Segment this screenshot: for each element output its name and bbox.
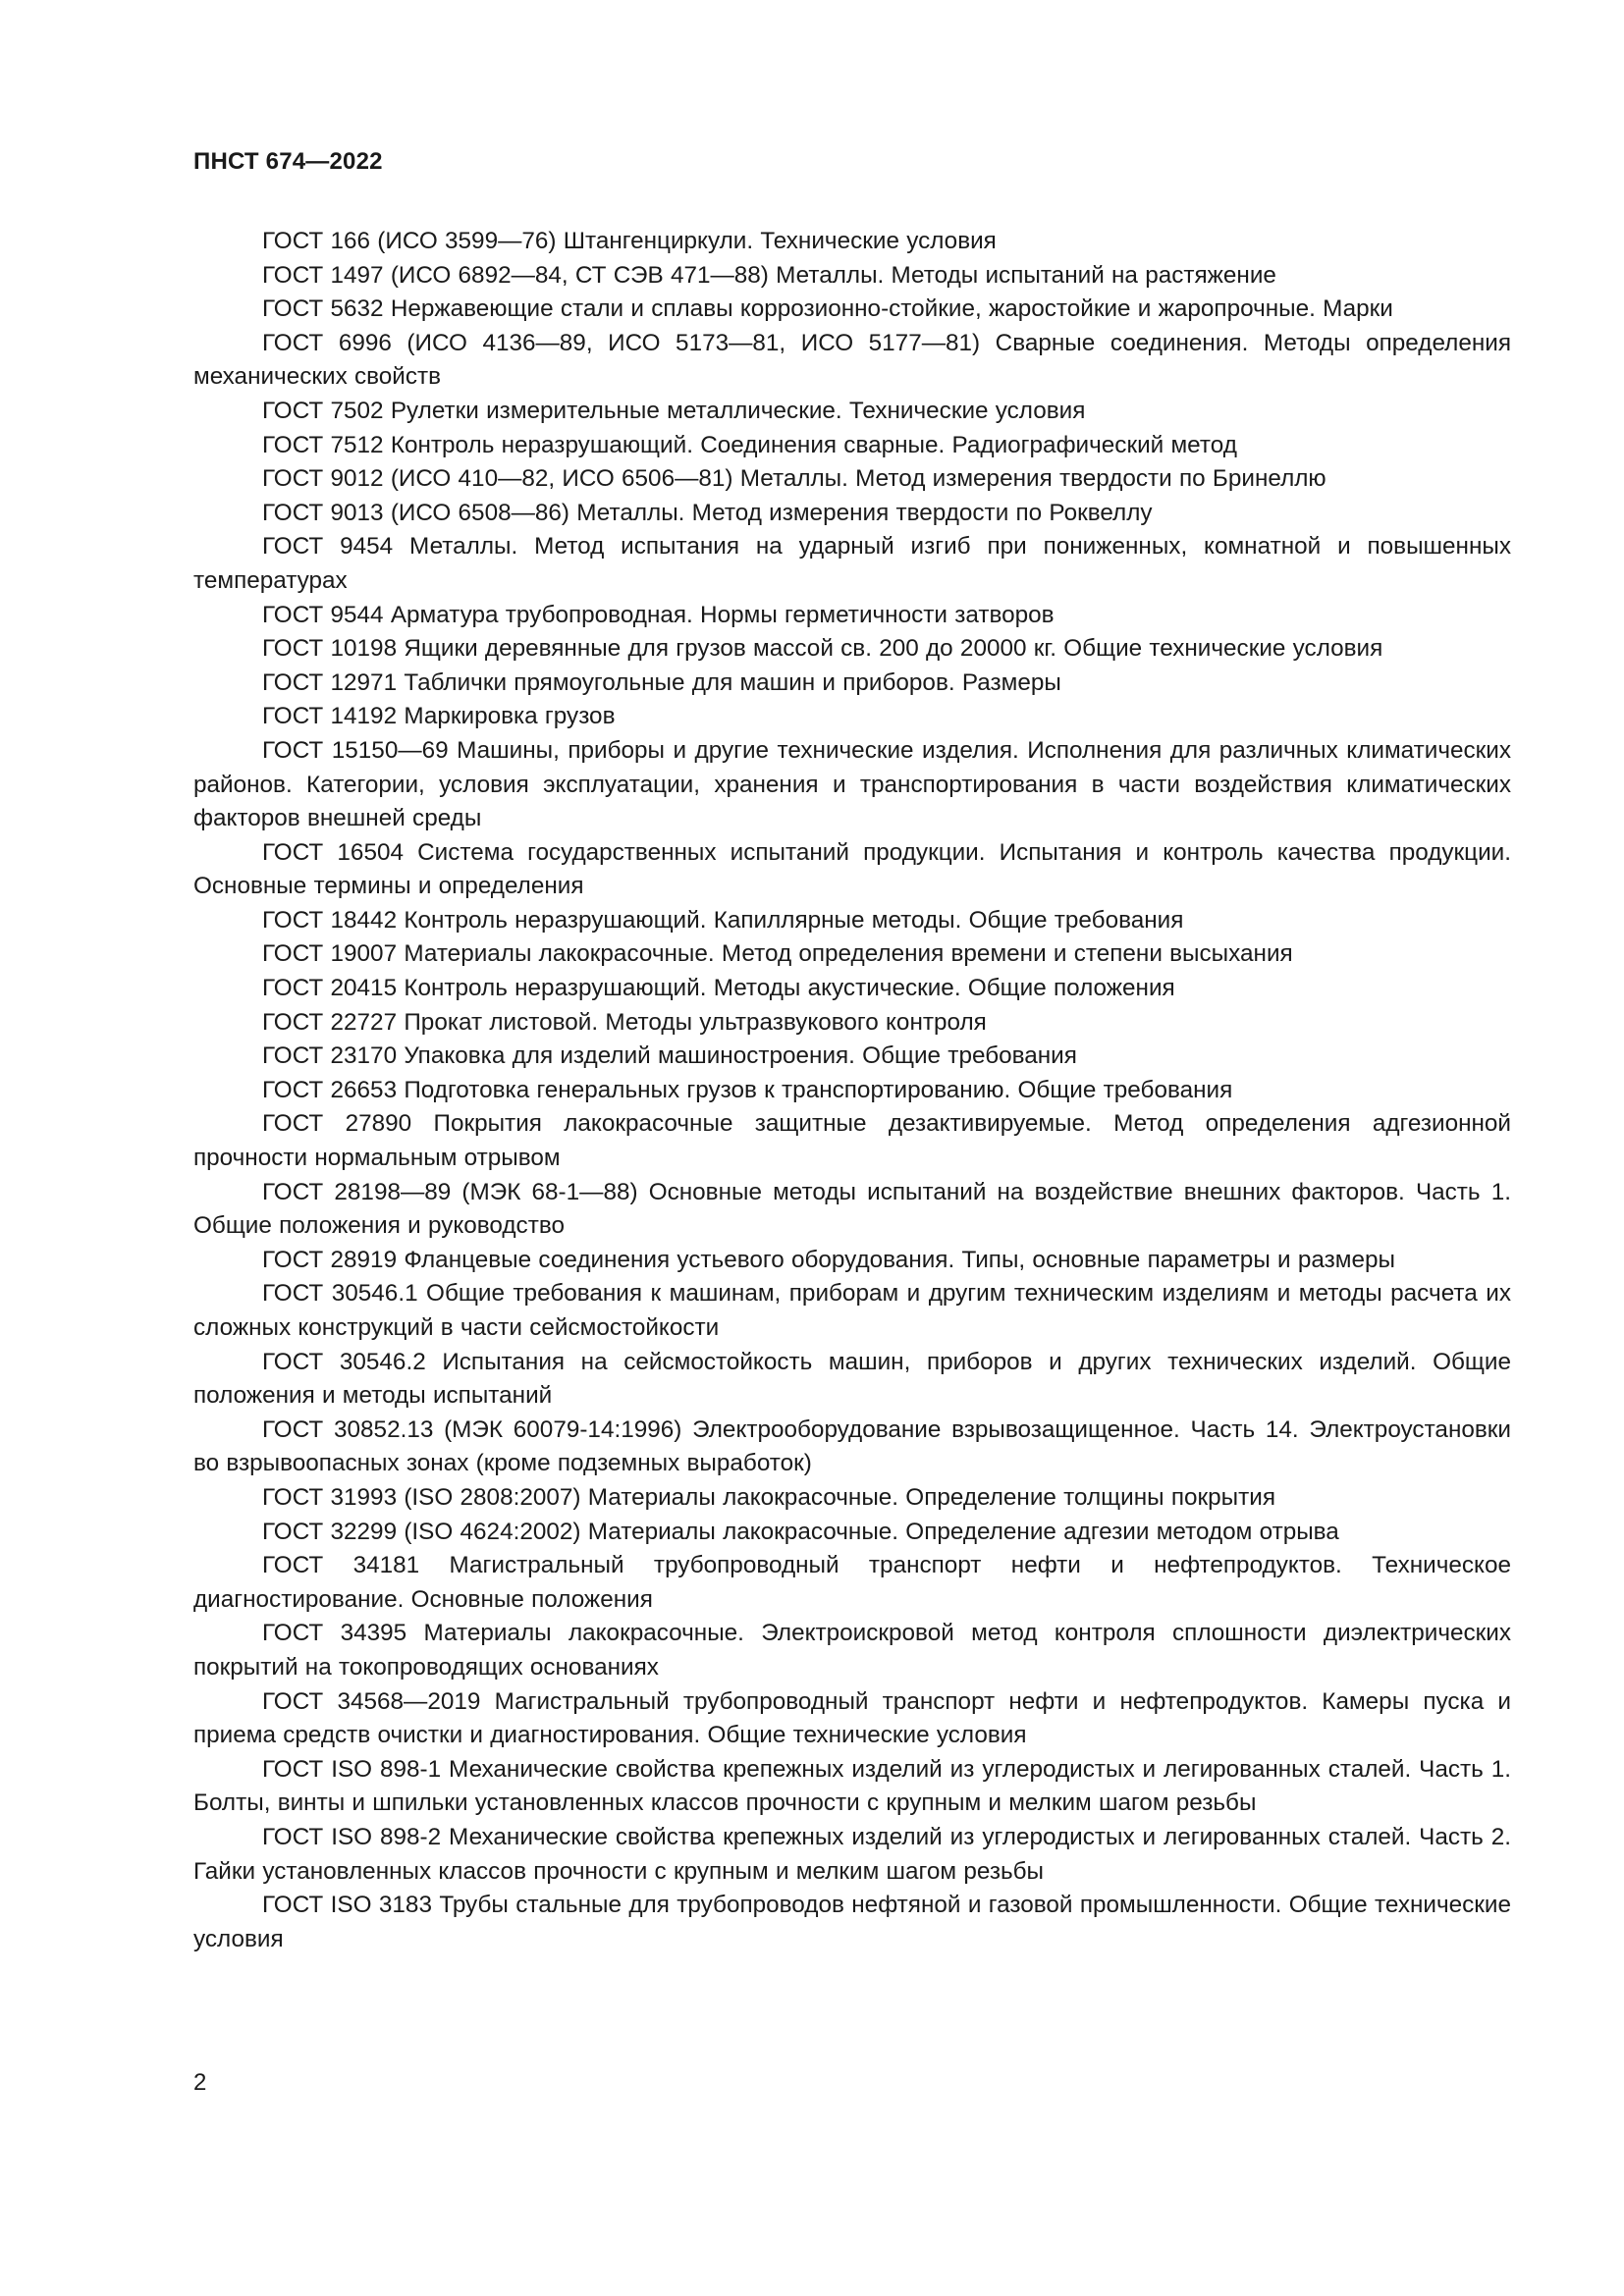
reference-item: ГОСТ 27890 Покрытия лакокрасочные защитные дезактивируемые. Метод определения адгезионной прочности нормальным отрывом	[193, 1110, 1511, 1172]
reference-item: ГОСТ 26653 Подготовка генеральных грузов к транспортированию. Общие требования	[262, 1076, 1233, 1103]
reference-item: ГОСТ 9544 Арматура трубопроводная. Нормы герметичности затворов	[262, 601, 1055, 628]
reference-item: ГОСТ 30852.13 (МЭК 60079-14:1996) Электрооборудование взрывозащищенное. Часть 14. Электроустановки во взрывоопасных зонах (кроме подземных выработок)	[193, 1415, 1511, 1477]
reference-item: ГОСТ 7512 Контроль неразрушающий. Соединения сварные. Радиографический метод	[262, 431, 1237, 458]
reference-item: ГОСТ 10198 Ящики деревянные для грузов массой св. 200 до 20000 кг. Общие технические условия	[262, 635, 1383, 663]
reference-item: ГОСТ 9012 (ИСО 410—82, ИСО 6506—81) Металлы. Метод измерения твердости по Бринеллю	[262, 465, 1326, 493]
reference-item: ГОСТ 28919 Фланцевые соединения устьевого оборудования. Типы, основные параметры и размеры	[262, 1246, 1395, 1273]
reference-item: ГОСТ 16504 Система государственных испытаний продукции. Испытания и контроль качества продукции. Основные термины и определения	[193, 838, 1511, 900]
reference-item: ГОСТ 5632 Нержавеющие стали и сплавы коррозионно-стойкие, жаростойкие и жаропрочные. Марки	[262, 295, 1393, 323]
reference-item: ГОСТ ISO 898-1 Механические свойства крепежных изделий из углеродистых и легированных сталей. Часть 1. Болты, винты и шпильки установленных классов прочности с крупным и мелким шагом резьбы	[193, 1755, 1511, 1817]
normative-references-list	[193, 225, 1511, 1956]
document-code: ПНСТ 674—2022	[193, 148, 383, 175]
reference-item: ГОСТ 31993 (ISO 2808:2007) Материалы лакокрасочные. Определение толщины покрытия	[262, 1483, 1276, 1511]
reference-item: ГОСТ 12971 Таблички прямоугольные для машин и приборов. Размеры	[262, 668, 1061, 696]
reference-item: ГОСТ 9454 Металлы. Метод испытания на ударный изгиб при пониженных, комнатной и повышенных температурах	[193, 533, 1511, 594]
reference-item: ГОСТ 9013 (ИСО 6508—86) Металлы. Метод измерения твердости по Роквеллу	[262, 499, 1153, 526]
reference-item: ГОСТ ISO 898-2 Механические свойства крепежных изделий из углеродистых и легированных сталей. Часть 2. Гайки установленных классов прочности с крупным и мелким шагом резьбы	[193, 1823, 1511, 1885]
reference-item: ГОСТ 23170 Упаковка для изделий машиностроения. Общие требования	[262, 1042, 1077, 1070]
page-number: 2	[193, 2069, 207, 2096]
reference-item: ГОСТ 34568—2019 Магистральный трубопроводный транспорт нефти и нефтепродуктов. Камеры пуска и приема средств очистки и диагностирования. Общие технические условия	[193, 1687, 1511, 1749]
reference-item: ГОСТ ISO 3183 Трубы стальные для трубопроводов нефтяной и газовой промышленности. Общие технические условия	[193, 1892, 1511, 1952]
reference-item: ГОСТ 19007 Материалы лакокрасочные. Метод определения времени и степени высыхания	[262, 940, 1293, 968]
reference-item: ГОСТ 30546.1 Общие требования к машинам, приборам и другим техническим изделиям и методы расчета их сложных конструкций в части сейсмостойкости	[193, 1280, 1511, 1341]
reference-item: ГОСТ 1497 (ИСО 6892—84, СТ СЭВ 471—88) Металлы. Методы испытаний на растяжение	[262, 261, 1276, 289]
reference-item: ГОСТ 34395 Материалы лакокрасочные. Электроискровой метод контроля сплошности диэлектрических покрытий на токопроводящих основаниях	[193, 1620, 1511, 1681]
reference-item: ГОСТ 32299 (ISO 4624:2002) Материалы лакокрасочные. Определение адгезии методом отрыва	[262, 1518, 1339, 1545]
reference-item: ГОСТ 34181 Магистральный трубопроводный транспорт нефти и нефтепродуктов. Техническое диагностирование. Основные положения	[193, 1552, 1511, 1613]
reference-item: ГОСТ 166 (ИСО 3599—76) Штангенциркули. Технические условия	[262, 228, 997, 254]
reference-item: ГОСТ 22727 Прокат листовой. Методы ультразвукового контроля	[262, 1008, 987, 1036]
reference-item: ГОСТ 15150—69 Машины, приборы и другие технические изделия. Исполнения для различных климатических районов. Категории, условия эксплуатации, хранения и транспортирования в части воздействия климатических факторов внешней среды	[193, 736, 1511, 832]
reference-item: ГОСТ 18442 Контроль неразрушающий. Капиллярные методы. Общие требования	[262, 906, 1184, 934]
reference-item: ГОСТ 28198—89 (МЭК 68-1—88) Основные методы испытаний на воздействие внешних факторов. Часть 1. Общие положения и руководство	[193, 1178, 1511, 1240]
reference-item: ГОСТ 6996 (ИСО 4136—89, ИСО 5173—81, ИСО 5177—81) Сварные соединения. Методы определения механических свойств	[193, 329, 1511, 391]
reference-item: ГОСТ 14192 Маркировка грузов	[262, 703, 616, 730]
reference-item: ГОСТ 20415 Контроль неразрушающий. Методы акустические. Общие положения	[262, 975, 1175, 1002]
reference-item: ГОСТ 7502 Рулетки измерительные металлические. Технические условия	[262, 397, 1086, 424]
reference-item: ГОСТ 30546.2 Испытания на сейсмостойкость машин, приборов и других технических изделий. Общие положения и методы испытаний	[193, 1348, 1511, 1410]
